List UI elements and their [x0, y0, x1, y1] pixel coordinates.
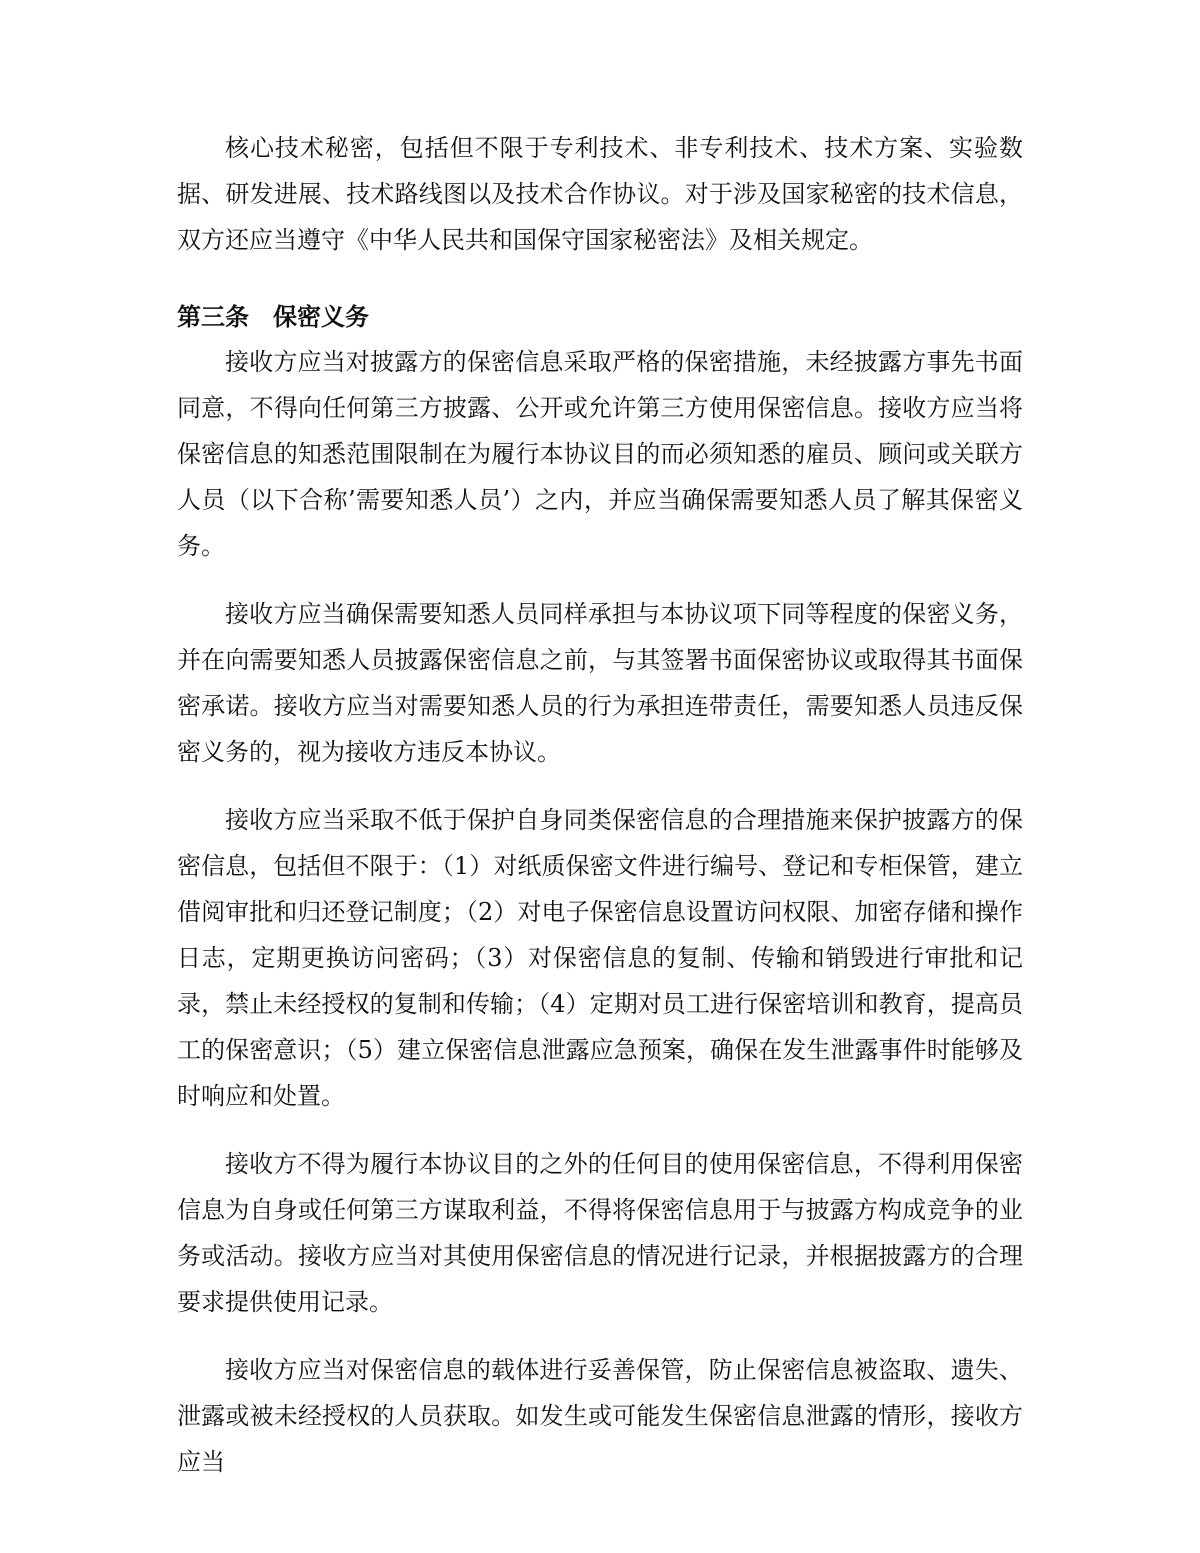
paragraph-continued: 核心技术秘密，包括但不限于专利技术、非专利技术、技术方案、实验数据、研发进展、技术路线图以及技术合作协议。对于涉及国家秘密的技术信息，双方还应当遵守《中华人民共和国保守国家秘密法》及相关规定。 — [177, 134, 1023, 254]
paragraph-2: 接收方应当确保需要知悉人员同样承担与本协议项下同等程度的保密义务，并在向需要知悉人员披露保密信息之前，与其签署书面保密协议或取得其书面保密承诺。接收方应当对需要知悉人员的行为承担连带责任，需要知悉人员违反保密义务的，视为接收方违反本协议。 — [177, 600, 1023, 766]
section-heading — [177, 297, 1023, 337]
paragraph-3: 接收方应当采取不低于保护自身同类保密信息的合理措施来保护披露方的保密信息，包括但不限于：（1）对纸质保密文件进行编号、登记和专柜保管，建立借阅审批和归还登记制度；（2）对电子保密信息设置访问权限、加密存储和操作日志，定期更换访问密码；（3）对保密信息的复制、传输和销毁进行审批和记录，禁止未经授权的复制和传输；（4）定期对员工进行保密培训和教育，提高员工的保密意识；（5）建立保密信息泄露应急预案，确保在发生泄露事件时能够及时响应和处置。 — [177, 806, 1023, 1110]
paragraph-5: 接收方应当对保密信息的载体进行妥善保管，防止保密信息被盗取、遗失、泄露或被未经授权的人员获取。如发生或可能发生保密信息泄露的情形，接收方应当 — [177, 1356, 1023, 1476]
paragraph-4: 接收方不得为履行本协议目的之外的任何目的使用保密信息，不得利用保密信息为自身或任何第三方谋取利益，不得将保密信息用于与披露方构成竞争的业务或活动。接收方应当对其使用保密信息的情况进行记录，并根据披露方的合理要求提供使用记录。 — [177, 1150, 1023, 1316]
paragraph-1: 接收方应当对披露方的保密信息采取严格的保密措施，未经披露方事先书面同意，不得向任何第三方披露、公开或允许第三方使用保密信息。接收方应当将保密信息的知悉范围限制在为履行本协议目的而必须知悉的雇员、顾问或关联方人员（以下合称’需要知悉人员’）之内，并应当确保需要知悉人员了解其保密义务。 — [177, 348, 1023, 560]
section-title: 保密义务 — [273, 303, 369, 331]
section-number: 第三条 — [177, 303, 249, 331]
